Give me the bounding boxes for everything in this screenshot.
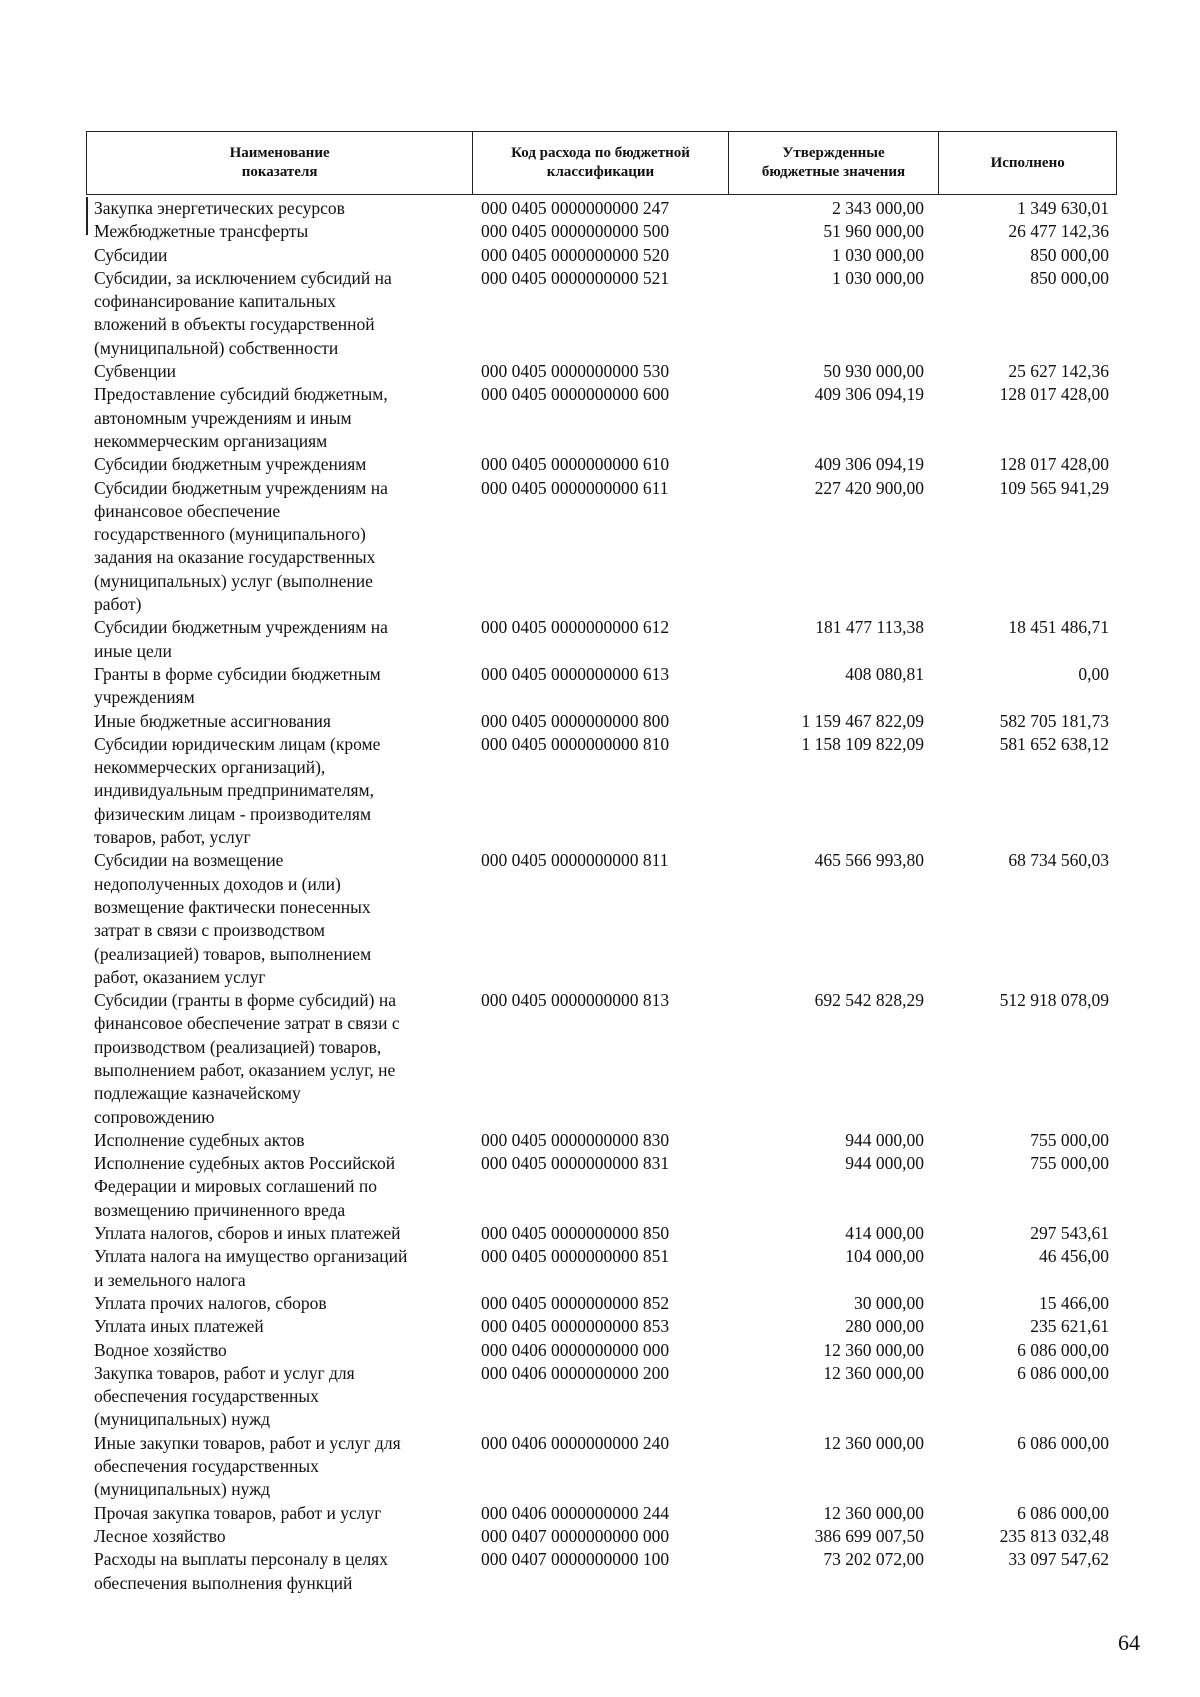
- row-code: 000 0407 0000000000 100: [481, 1549, 670, 1570]
- row-name: Субсидии бюджетным учреждениям на иные цели: [94, 617, 388, 661]
- row-code: 000 0406 0000000000 244: [481, 1502, 670, 1523]
- row-executed: 68 734 560,03: [1008, 850, 1109, 871]
- row-approved: 104 000,00: [845, 1246, 924, 1267]
- row-executed: 297 543,61: [1030, 1223, 1109, 1244]
- row-executed: 6 086 000,00: [1017, 1502, 1109, 1523]
- table-left-border: [86, 197, 88, 235]
- row-approved: 409 306 094,19: [814, 384, 924, 405]
- row-name: Исполнение судебных актов: [94, 1129, 305, 1150]
- row-approved: 12 360 000,00: [823, 1339, 924, 1360]
- row-executed: 581 652 638,12: [999, 733, 1109, 754]
- row-name: Уплата налога на имущество организаций и земельного налога: [94, 1246, 408, 1290]
- table-row: [86, 1339, 1117, 1362]
- table-row: [86, 1292, 1117, 1315]
- row-name: Прочая закупка товаров, работ и услуг: [94, 1502, 382, 1523]
- row-code: 000 0405 0000000000 800: [481, 710, 670, 731]
- row-code: 000 0405 0000000000 247: [481, 198, 670, 218]
- row-approved: 409 306 094,19: [814, 454, 924, 475]
- table-row: [86, 733, 1117, 849]
- row-executed: 18 451 486,71: [1008, 617, 1109, 638]
- row-code: 000 0405 0000000000 520: [481, 244, 670, 265]
- table-row: [86, 1315, 1117, 1338]
- header-name: Наименование показателя: [87, 132, 473, 194]
- row-approved: 2 343 000,00: [832, 198, 924, 218]
- row-executed: 235 621,61: [1030, 1316, 1109, 1337]
- row-executed: 128 017 428,00: [999, 384, 1109, 405]
- row-code: 000 0405 0000000000 852: [481, 1292, 670, 1313]
- table-row: [86, 1502, 1117, 1525]
- row-name: Уплата налогов, сборов и иных платежей: [94, 1223, 401, 1244]
- row-name: Иные закупки товаров, работ и услуг для обеспечения государственных (муниципальных) нужд: [94, 1432, 401, 1500]
- row-name: Межбюджетные трансферты: [94, 221, 309, 242]
- row-code: 000 0405 0000000000 600: [481, 384, 670, 405]
- table-row: [86, 360, 1117, 383]
- row-executed: 33 097 547,62: [1008, 1549, 1109, 1570]
- table-row: [86, 710, 1117, 733]
- table-row: [86, 1525, 1117, 1548]
- row-name: Субсидии бюджетным учреждениям: [94, 454, 367, 475]
- table-row: [86, 383, 1117, 453]
- row-code: 000 0405 0000000000 611: [481, 477, 669, 498]
- header-code: Код расхода по бюджетной классификации: [473, 132, 729, 194]
- table-row: [86, 616, 1117, 663]
- header-approved: Утвержденные бюджетные значения: [729, 132, 940, 194]
- table-row: [86, 1245, 1117, 1292]
- row-approved: 30 000,00: [854, 1292, 924, 1313]
- row-code: 000 0405 0000000000 830: [481, 1129, 670, 1150]
- table-row: [86, 663, 1117, 710]
- row-executed: 512 918 078,09: [999, 990, 1109, 1011]
- table-row: [86, 1362, 1117, 1432]
- row-code: 000 0405 0000000000 521: [481, 267, 670, 288]
- table-row: [86, 1129, 1117, 1152]
- row-approved: 227 420 900,00: [814, 477, 924, 498]
- row-approved: 181 477 113,38: [815, 617, 924, 638]
- row-executed: 128 017 428,00: [999, 454, 1109, 475]
- row-approved: 12 360 000,00: [823, 1362, 924, 1383]
- table-row: [86, 267, 1117, 360]
- row-executed: 6 086 000,00: [1017, 1339, 1109, 1360]
- row-approved: 944 000,00: [845, 1129, 924, 1150]
- row-approved: 408 080,81: [845, 663, 924, 684]
- row-code: 000 0406 0000000000 000: [481, 1339, 670, 1360]
- row-code: 000 0406 0000000000 240: [481, 1432, 670, 1453]
- row-code: 000 0405 0000000000 850: [481, 1223, 670, 1244]
- row-name: Субсидии: [94, 244, 168, 265]
- table-row: [86, 1152, 1117, 1222]
- row-name: Уплата иных платежей: [94, 1316, 264, 1337]
- row-name: Гранты в форме субсидии бюджетным учреждениям: [94, 663, 381, 708]
- row-executed: 46 456,00: [1039, 1246, 1109, 1267]
- table-row: [86, 849, 1117, 989]
- table-header: [86, 131, 1117, 195]
- row-executed: 15 466,00: [1039, 1292, 1109, 1313]
- row-executed: 109 565 941,29: [999, 477, 1109, 498]
- row-approved: 1 030 000,00: [832, 244, 924, 265]
- table-row: [86, 453, 1117, 476]
- row-name: Лесное хозяйство: [94, 1525, 226, 1546]
- row-executed: 6 086 000,00: [1017, 1362, 1109, 1383]
- row-code: 000 0405 0000000000 612: [481, 617, 670, 638]
- row-executed: 755 000,00: [1030, 1153, 1109, 1174]
- page-number: 64: [1118, 1630, 1140, 1655]
- row-approved: 12 360 000,00: [823, 1432, 924, 1453]
- row-approved: 465 566 993,80: [814, 850, 924, 871]
- row-code: 000 0405 0000000000 831: [481, 1153, 670, 1174]
- row-approved: 386 699 007,50: [814, 1525, 924, 1546]
- row-executed: 755 000,00: [1030, 1129, 1109, 1150]
- row-code: 000 0405 0000000000 500: [481, 221, 670, 242]
- row-code: 000 0405 0000000000 853: [481, 1316, 670, 1337]
- table-row: [86, 1222, 1117, 1245]
- row-name: Расходы на выплаты персоналу в целях обеспечения выполнения функций: [94, 1549, 388, 1593]
- row-code: 000 0405 0000000000 610: [481, 454, 670, 475]
- row-name: Субсидии бюджетным учреждениям на финансовое обеспечение государственного (муниципального) задания на оказание государственных (муниципальных) услуг (выполнение работ): [94, 477, 388, 615]
- row-code: 000 0405 0000000000 613: [481, 663, 670, 684]
- row-name: Закупка энергетических ресурсов: [94, 198, 345, 218]
- row-executed: 26 477 142,36: [1008, 221, 1109, 242]
- row-name: Закупка товаров, работ и услуг для обеспечения государственных (муниципальных) нужд: [94, 1362, 355, 1430]
- table-body: [86, 197, 1117, 1597]
- row-code: 000 0406 0000000000 200: [481, 1362, 670, 1383]
- row-executed: 6 086 000,00: [1017, 1432, 1109, 1453]
- row-name: Уплата прочих налогов, сборов: [94, 1292, 327, 1313]
- row-approved: 414 000,00: [845, 1223, 924, 1244]
- row-approved: 944 000,00: [845, 1153, 924, 1174]
- row-name: Водное хозяйство: [94, 1339, 227, 1360]
- row-name: Субсидии юридическим лицам (кроме некоммерческих организаций), индивидуальным предпринимателям, физическим лицам - производителям товаров, работ, услуг: [94, 733, 381, 848]
- row-code: 000 0405 0000000000 851: [481, 1246, 670, 1267]
- row-name: Субсидии (гранты в форме субсидий) на финансовое обеспечение затрат в связи с производством (реализацией) товаров, выполнением работ, оказанием услуг, не подлежащие казначейскому сопровождению: [94, 990, 400, 1127]
- table-row: [86, 197, 1117, 220]
- table-row: [86, 220, 1117, 243]
- table-row: [86, 1548, 1117, 1595]
- row-approved: 280 000,00: [845, 1316, 924, 1337]
- row-name: Субсидии, за исключением субсидий на софинансирование капитальных вложений в объекты государственной (муниципальной) собственности: [94, 267, 392, 358]
- table-row: [86, 477, 1117, 617]
- row-approved: 51 960 000,00: [823, 221, 924, 242]
- row-code: 000 0405 0000000000 811: [481, 850, 669, 871]
- row-code: 000 0407 0000000000 000: [481, 1525, 670, 1546]
- row-approved: 73 202 072,00: [823, 1549, 924, 1570]
- header-executed: Исполнено: [990, 154, 1065, 171]
- row-name: Иные бюджетные ассигнования: [94, 710, 331, 731]
- table-row: [86, 244, 1117, 267]
- row-name: Субсидии на возмещение недополученных доходов и (или) возмещение фактически понесенных затрат в связи с производством (реализацией) товаров, выполнением работ, оказанием услуг: [94, 850, 372, 987]
- row-approved: 1 159 467 822,09: [801, 710, 924, 731]
- row-name: Исполнение судебных актов Российской Федерации и мировых соглашений по возмещению причиненного вреда: [94, 1153, 396, 1220]
- row-approved: 692 542 828,29: [814, 990, 924, 1011]
- row-name: Субвенции: [94, 361, 177, 382]
- row-executed: 25 627 142,36: [1008, 361, 1109, 382]
- row-executed: 582 705 181,73: [999, 710, 1109, 731]
- row-approved: 50 930 000,00: [823, 361, 924, 382]
- table-row: [86, 989, 1117, 1129]
- row-name: Предоставление субсидий бюджетным, автономным учреждениям и иным некоммерческим организациям: [94, 384, 388, 451]
- table-row: [86, 1432, 1117, 1502]
- row-code: 000 0405 0000000000 530: [481, 361, 670, 382]
- row-approved: 1 158 109 822,09: [801, 733, 924, 754]
- row-executed: 1 349 630,01: [1017, 198, 1109, 218]
- row-executed: 235 813 032,48: [999, 1525, 1109, 1546]
- row-code: 000 0405 0000000000 813: [481, 990, 670, 1011]
- row-executed: 850 000,00: [1030, 244, 1109, 265]
- row-executed: 0,00: [1078, 663, 1109, 684]
- row-approved: 12 360 000,00: [823, 1502, 924, 1523]
- row-code: 000 0405 0000000000 810: [481, 733, 670, 754]
- row-executed: 850 000,00: [1030, 267, 1109, 288]
- row-approved: 1 030 000,00: [832, 267, 924, 288]
